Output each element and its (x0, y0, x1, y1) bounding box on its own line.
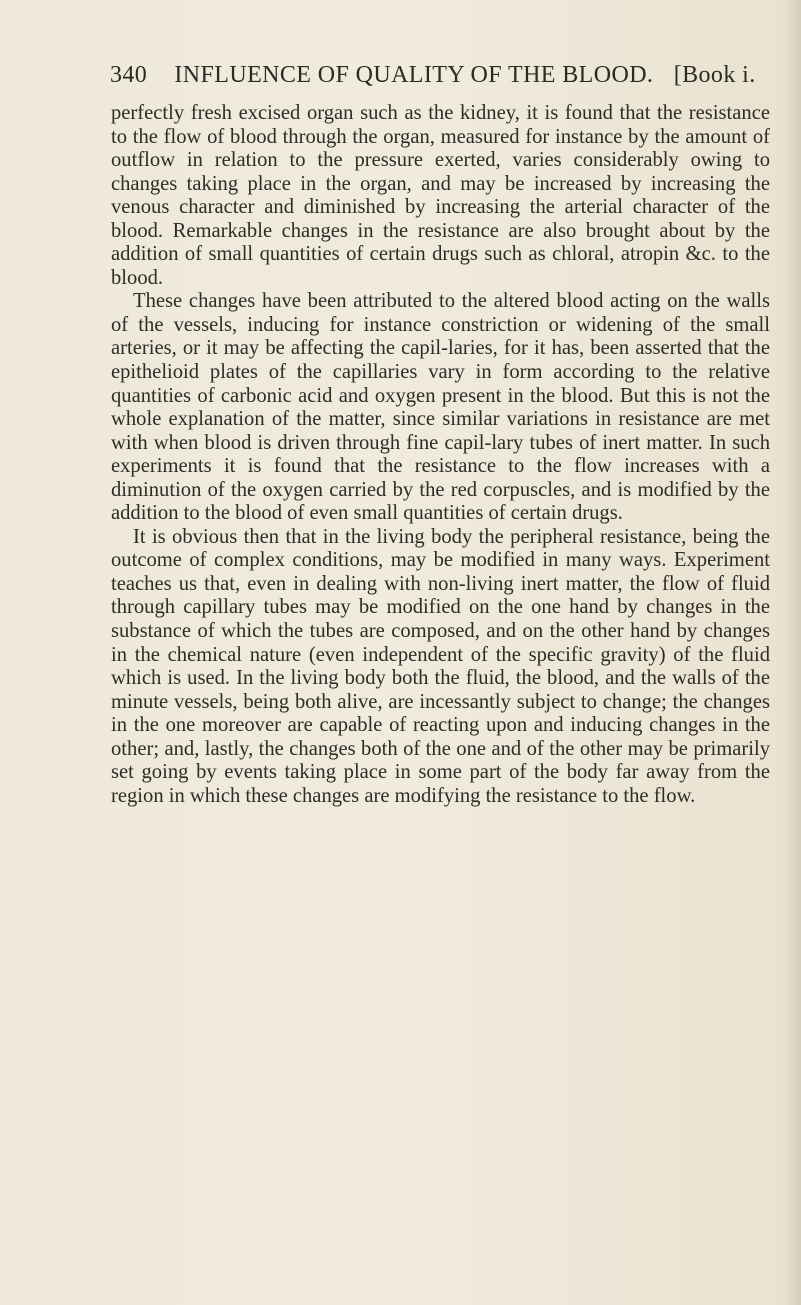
page-edge-shadow (783, 0, 801, 1305)
running-title: INFLUENCE OF QUALITY OF THE BLOOD. (174, 62, 654, 88)
body-text (111, 102, 770, 808)
page-header (110, 62, 770, 89)
paragraph: These changes have been attributed to the altered blood acting on the walls of the vessels, inducing for instance constriction or widening of the small arteries, or it may be affecting the capil-laries, for it has, been asserted that the epithelioid plates of the capillaries vary in form according to the relative quantities of carbonic acid and oxygen present in the blood. But this is not the whole explanation of the matter, since similar variations in resistance are met with when blood is driven through fine capil-lary tubes of inert matter. In such experiments it is found that the resistance to the flow increases with a diminution of the oxygen carried by the red corpuscles, and is modified by the addition to the blood of even small quantities of certain drugs. (111, 290, 770, 525)
book-reference: [Book i. (673, 62, 756, 88)
paragraph-continued: perfectly fresh excised organ such as the kidney, it is found that the resistance to the flow of blood through the organ, measured for instance by the amount of outflow in relation to the pressure exerted, varies considerably owing to changes taking place in the organ, and may be increased by increasing the venous character and diminished by increasing the arterial character of the blood. Remarkable changes in the resistance are also brought about by the addition of small quantities of certain drugs such as chloral, atropin &c. to the blood. (111, 102, 770, 289)
page-number: 340 (110, 62, 148, 88)
paragraph: It is obvious then that in the living body the peripheral resistance, being the outcome of complex conditions, may be modified in many ways. Experiment teaches us that, even in dealing with non-living inert matter, the flow of fluid through capillary tubes may be modified on the one hand by changes in the substance of which the tubes are composed, and on the other hand by changes in the chemical nature (even independent of the specific gravity) of the fluid which is used. In the living body both the fluid, the blood, and the walls of the minute vessels, being both alive, are incessantly subject to change; the changes in the one moreover are capable of reacting upon and inducing changes in the other; and, lastly, the changes both of the one and of the other may be primarily set going by events taking place in some part of the body far away from the region in which these changes are modifying the resistance to the flow. (111, 525, 770, 807)
